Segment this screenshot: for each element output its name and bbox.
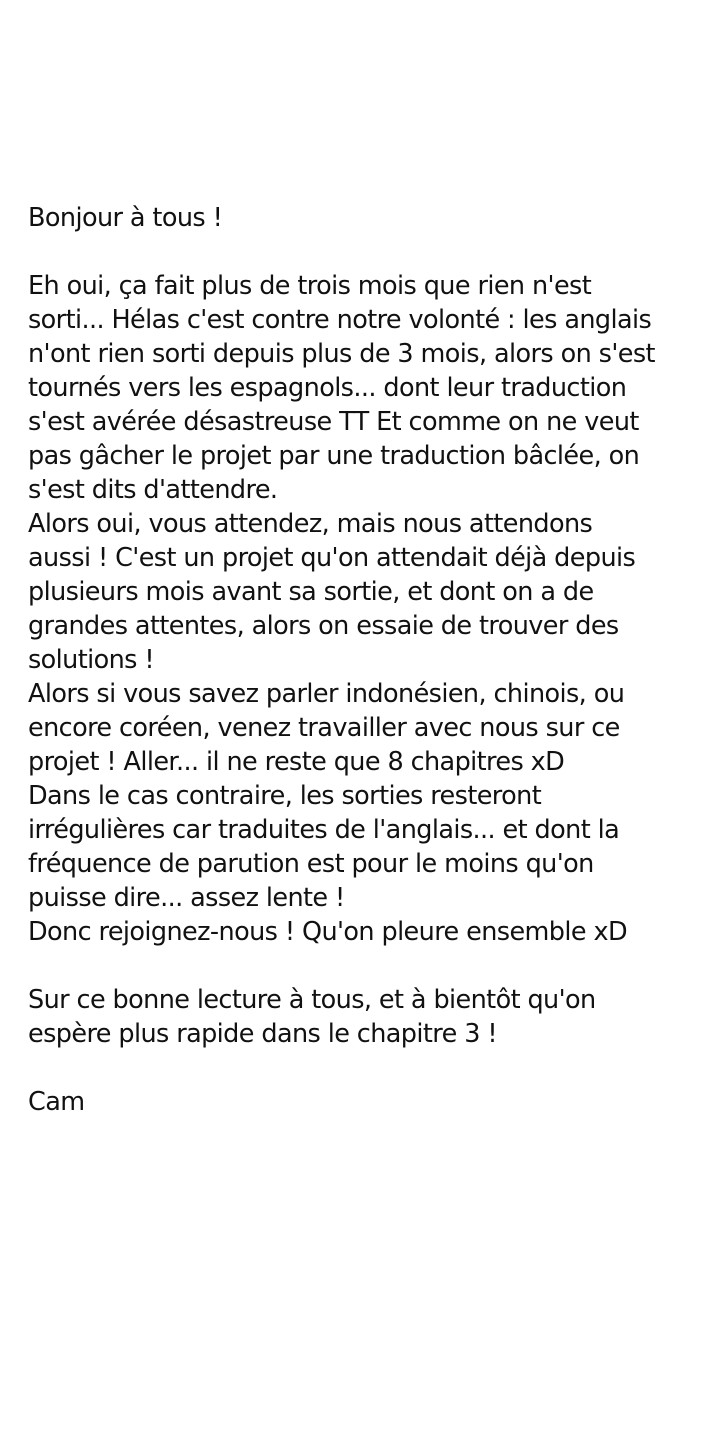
text-line: s'est avérée désastreuse TT Et comme on ne veut bbox=[28, 407, 639, 437]
text-line: solutions ! bbox=[28, 645, 154, 675]
text-line: Donc rejoignez-nous ! Qu'on pleure ensemble xD bbox=[28, 917, 627, 947]
signature: Cam bbox=[28, 1087, 85, 1117]
paragraph-main bbox=[28, 269, 708, 949]
text-line: aussi ! C'est un projet qu'on attendait déjà depuis bbox=[28, 543, 636, 573]
spacer bbox=[28, 949, 708, 983]
text-line: Eh oui, ça fait plus de trois mois que rien n'est bbox=[28, 271, 592, 301]
letter bbox=[28, 201, 708, 1119]
text-line: puisse dire... assez lente ! bbox=[28, 883, 345, 913]
text-line: Sur ce bonne lecture à tous, et à bientôt qu'on bbox=[28, 985, 596, 1015]
text-line: tournés vers les espagnols... dont leur traduction bbox=[28, 373, 627, 403]
text-line: plusieurs mois avant sa sortie, et dont on a de bbox=[28, 577, 594, 607]
text-line: Alors si vous savez parler indonésien, chinois, ou bbox=[28, 679, 625, 709]
text-line: sorti... Hélas c'est contre notre volonté : les anglais bbox=[28, 305, 652, 335]
text-line: encore coréen, venez travailler avec nous sur ce bbox=[28, 713, 620, 743]
greeting: Bonjour à tous ! bbox=[28, 203, 223, 233]
text-line: Dans le cas contraire, les sorties resteront bbox=[28, 781, 542, 811]
text-line: n'ont rien sorti depuis plus de 3 mois, alors on s'est bbox=[28, 339, 655, 369]
text-line: irrégulières car traduites de l'anglais... et dont la bbox=[28, 815, 620, 845]
spacer bbox=[28, 235, 708, 269]
spacer bbox=[28, 1051, 708, 1085]
text-line: s'est dits d'attendre. bbox=[28, 475, 278, 505]
text-line: fréquence de parution est pour le moins qu'on bbox=[28, 849, 594, 879]
text-line: grandes attentes, alors on essaie de trouver des bbox=[28, 611, 619, 641]
text-line: Alors oui, vous attendez, mais nous attendons bbox=[28, 509, 593, 539]
text-line: pas gâcher le projet par une traduction bâclée, on bbox=[28, 441, 640, 471]
paragraph-closing bbox=[28, 983, 708, 1051]
text-line: projet ! Aller... il ne reste que 8 chapitres xD bbox=[28, 747, 565, 777]
text-line: espère plus rapide dans le chapitre 3 ! bbox=[28, 1019, 497, 1049]
